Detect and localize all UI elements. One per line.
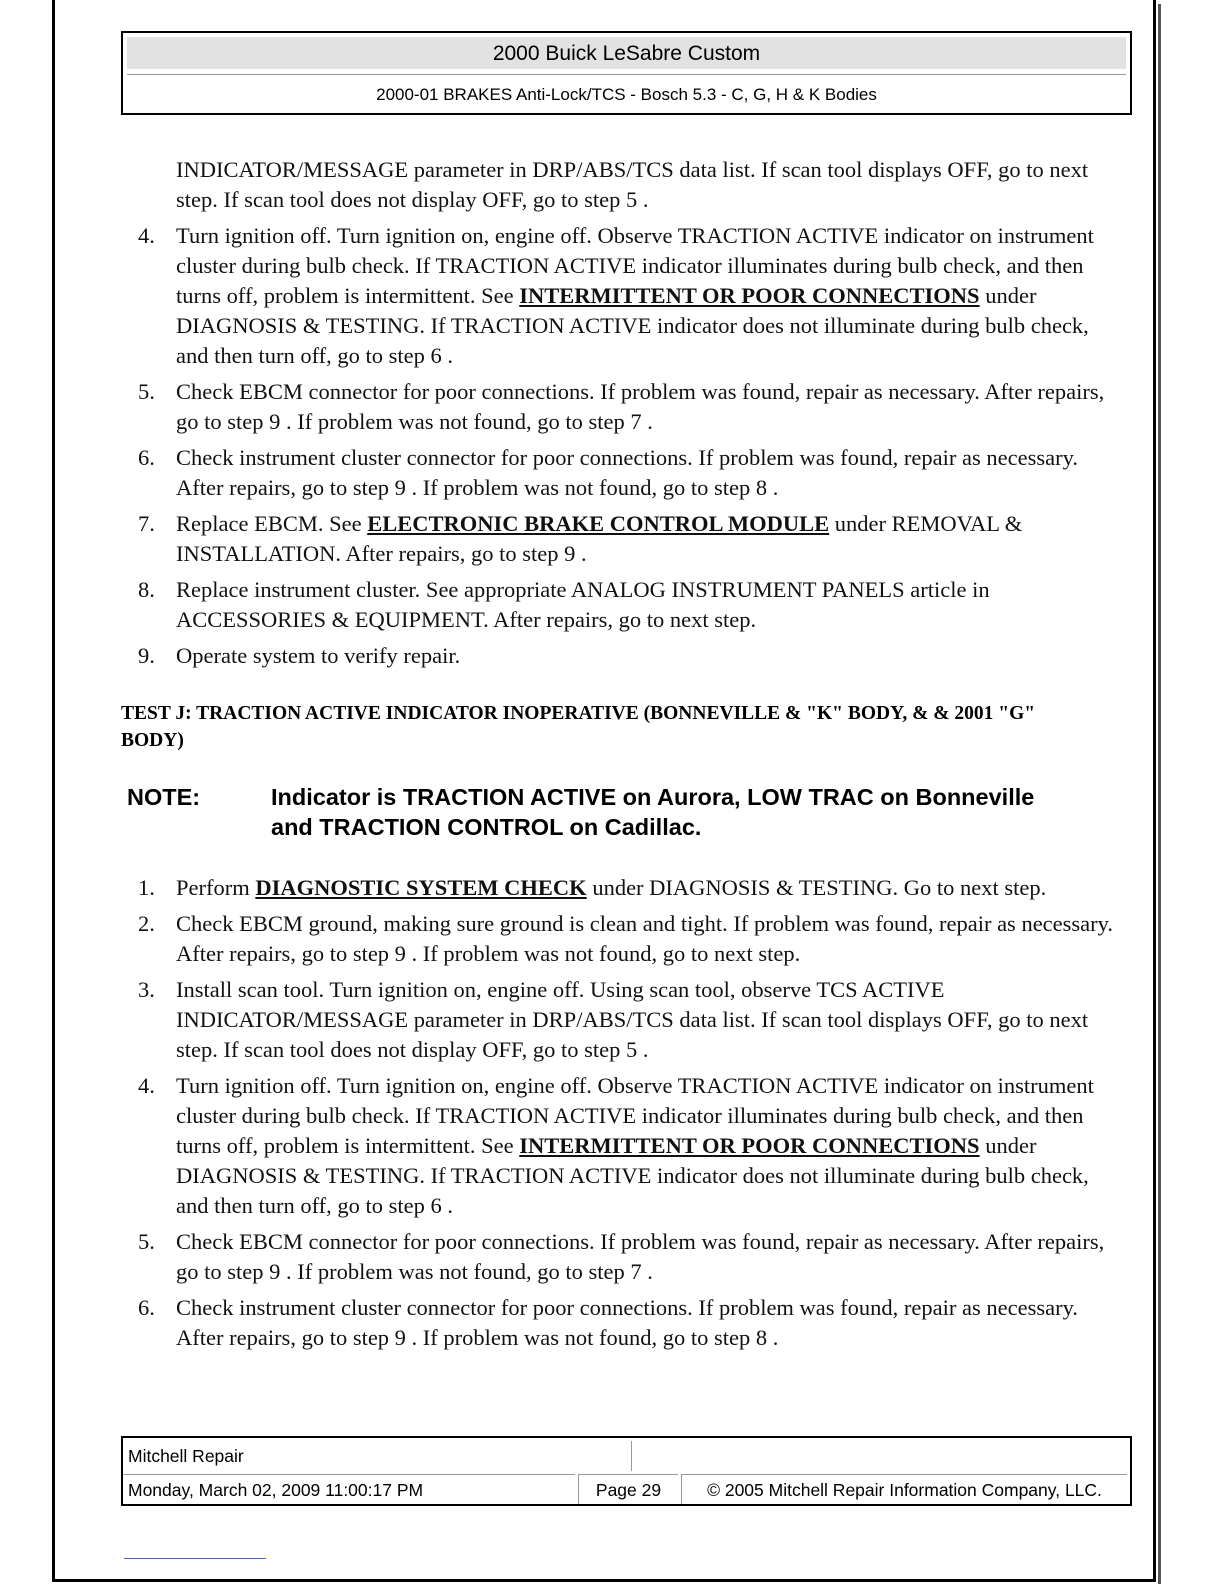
step-number: 4. [138, 1073, 155, 1098]
step-item [138, 1227, 1118, 1287]
test-heading: TEST J: TRACTION ACTIVE INDICATOR INOPERATIVE (BONNEVILLE & "K" BODY, & & 2001 "G" BODY) [121, 703, 1036, 751]
step-number: 6. [138, 1295, 155, 1320]
step-text: Check EBCM ground, making sure ground is clean and tight. If problem was found, repair as necessary. After repairs, go to step 9 . If problem was not found, go to next step. [176, 911, 1114, 966]
step-item [138, 975, 1118, 1065]
step-text: Check instrument cluster connector for poor connections. If problem was found, repair as necessary. After repairs, go to step 9 . If problem was not found, go to step 8 . [176, 445, 1078, 500]
step-item [138, 443, 1118, 503]
step-text: Check instrument cluster connector for poor connections. If problem was found, repair as necessary. After repairs, go to step 9 . If problem was not found, go to step 8 . [176, 1295, 1078, 1350]
step-text-continued: under DIAGNOSIS & TESTING. If TRACTION ACTIVE indicator does not illuminate during bulb check, and then turn off, go to step 6 . [176, 283, 1089, 368]
footer-date: Monday, March 02, 2009 11:00:17 PM [123, 1474, 575, 1504]
step-number: 4. [138, 223, 155, 248]
step-text-continued: under DIAGNOSIS & TESTING. If TRACTION ACTIVE indicator does not illuminate during bulb check, and then turn off, go to step 6 . [176, 1133, 1089, 1218]
note-label: NOTE: [127, 784, 201, 810]
bottom-rule [124, 1558, 266, 1559]
step-text: Replace instrument cluster. See appropriate ANALOG INSTRUMENT PANELS article in ACCESSORIES & EQUIPMENT. After repairs, go to next step. [176, 577, 990, 632]
step-number: 5. [138, 379, 155, 404]
step-text: Operate system to verify repair. [176, 643, 461, 668]
footer-source: Mitchell Repair [128, 1446, 244, 1466]
step-item [138, 221, 1118, 371]
cross-reference-link[interactable]: ELECTRONIC BRAKE CONTROL MODULE [367, 511, 830, 536]
step-number: 8. [138, 577, 155, 602]
note-text: Indicator is TRACTION ACTIVE on Aurora, LOW TRAC on Bonneville and TRACTION CONTROL on Cadillac. [271, 784, 1035, 840]
step-text: Perform [176, 875, 256, 900]
document-header [121, 31, 1132, 115]
step-text: Replace EBCM. See [176, 511, 368, 536]
steps-list-test-j [138, 873, 1118, 1359]
step-item [138, 1071, 1118, 1221]
step-item [138, 641, 1118, 671]
step-number: 2. [138, 911, 155, 936]
step-text: Turn ignition off. Turn ignition on, engine off. Observe TRACTION ACTIVE indicator on instrument cluster during bulb check. If TRACTION ACTIVE indicator illuminates during bulb check, and then turns off, problem is intermittent. See [176, 1073, 1094, 1158]
step-item [138, 377, 1118, 437]
cross-reference-link[interactable]: DIAGNOSTIC SYSTEM CHECK [255, 875, 587, 900]
step-number: 3. [138, 977, 155, 1002]
step-item [138, 1293, 1118, 1353]
cross-reference-link[interactable]: INTERMITTENT OR POOR CONNECTIONS [519, 1133, 980, 1158]
page-shadow [1158, 4, 1161, 1584]
continuation-paragraph: INDICATOR/MESSAGE parameter in DRP/ABS/TCS data list. If scan tool displays OFF, go to next step. If scan tool does not display OFF, go to step 5 . [176, 157, 1089, 212]
step-number: 9. [138, 643, 155, 668]
step-text: Check EBCM connector for poor connections. If problem was found, repair as necessary. After repairs, go to step 9 . If problem was not found, go to step 7 . [176, 1229, 1105, 1284]
document-subtitle: 2000-01 BRAKES Anti-Lock/TCS - Bosch 5.3 - C, G, H & K Bodies [127, 74, 1126, 110]
step-item [138, 575, 1118, 635]
document-title: 2000 Buick LeSabre Custom [127, 37, 1126, 69]
step-text-continued: under REMOVAL & INSTALLATION. After repairs, go to step 9 . [176, 511, 1023, 566]
step-item [138, 873, 1118, 903]
steps-list-test-i [138, 221, 1118, 677]
step-text: Install scan tool. Turn ignition on, engine off. Using scan tool, observe TCS ACTIVE INDICATOR/MESSAGE parameter in DRP/ABS/TCS data list. If scan tool displays OFF, go to next step. If scan tool does not display OFF, go to step 5 . [176, 977, 1089, 1062]
step-item [138, 509, 1118, 569]
footer-blank-cell [631, 1441, 1127, 1471]
step-number: 5. [138, 1229, 155, 1254]
footer-copyright: © 2005 Mitchell Repair Information Company, LLC. [681, 1474, 1127, 1504]
step-number: 6. [138, 445, 155, 470]
step-text-continued: under DIAGNOSIS & TESTING. Go to next step. [586, 875, 1047, 900]
footer-page: Page 29 [578, 1474, 678, 1504]
step-text: Turn ignition off. Turn ignition on, engine off. Observe TRACTION ACTIVE indicator on instrument cluster during bulb check. If TRACTION ACTIVE indicator illuminates during bulb check, and then turns off, problem is intermittent. See [176, 223, 1094, 308]
step-number: 1. [138, 875, 155, 900]
step-number: 7. [138, 511, 155, 536]
step-text: Check EBCM connector for poor connections. If problem was found, repair as necessary. After repairs, go to step 9 . If problem was not found, go to step 7 . [176, 379, 1105, 434]
step-item [138, 909, 1118, 969]
document-footer [121, 1436, 1132, 1506]
cross-reference-link[interactable]: INTERMITTENT OR POOR CONNECTIONS [519, 283, 980, 308]
